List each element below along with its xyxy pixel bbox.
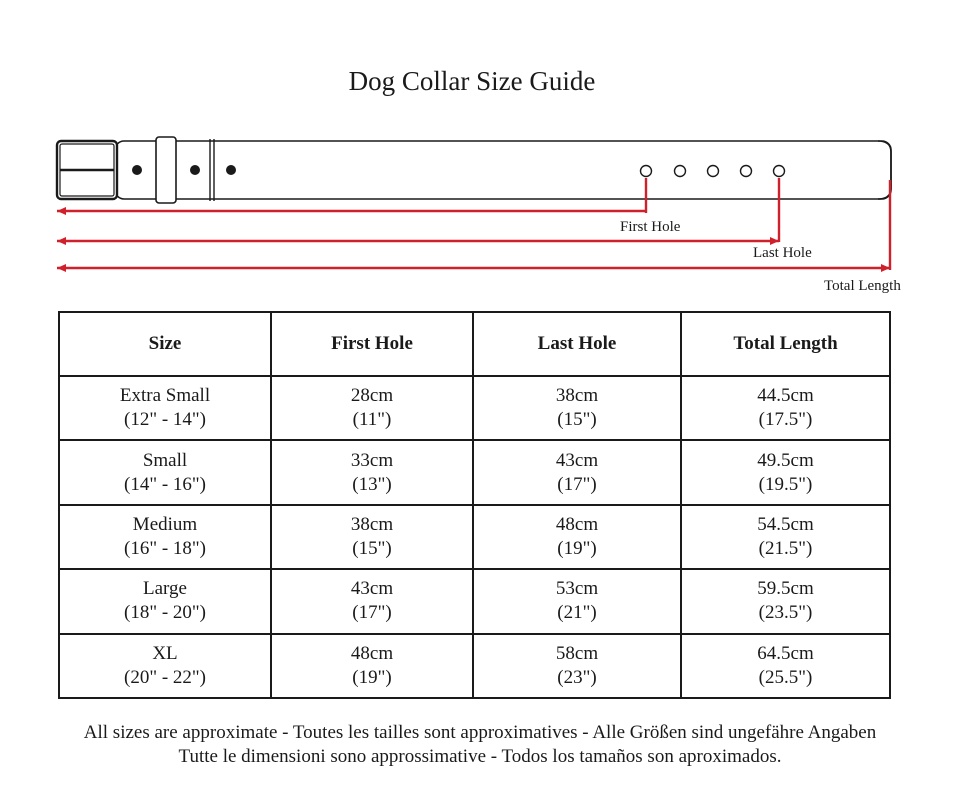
size-cell: Extra Small (12" - 14") (59, 376, 271, 440)
collar-hole (708, 166, 719, 177)
table-row (59, 634, 890, 698)
total-length-cell: 54.5cm (21.5") (681, 505, 890, 569)
size-cell: Medium (16" - 18") (59, 505, 271, 569)
collar-hole (641, 166, 652, 177)
size-cell: XL (20" - 22") (59, 634, 271, 698)
header-size: Size (59, 312, 271, 376)
table-row (59, 440, 890, 504)
table-header-row (59, 312, 890, 376)
collar-hole-filled (190, 165, 200, 175)
collar-diagram (0, 0, 960, 305)
collar-hole (741, 166, 752, 177)
first-hole-label: First Hole (620, 219, 681, 235)
header-last-hole: Last Hole (473, 312, 681, 376)
table-row (59, 505, 890, 569)
collar-hole (774, 166, 785, 177)
buckle-icon (57, 141, 117, 199)
last-hole-cell: 48cm (19") (473, 505, 681, 569)
disclaimer-line-1: All sizes are approximate - Toutes les tailles sont approximatives - Alle Größen sind ungefähre Angaben (83, 722, 877, 743)
last-hole-label: Last Hole (753, 245, 812, 261)
page-title: Dog Collar Size Guide (348, 66, 596, 96)
collar-hole (675, 166, 686, 177)
header-first-hole: First Hole (271, 312, 473, 376)
last-hole-cell: 38cm (15") (473, 376, 681, 440)
collar-hole-filled (226, 165, 236, 175)
last-hole-cell: 58cm (23") (473, 634, 681, 698)
total-length-cell: 64.5cm (25.5") (681, 634, 890, 698)
collar-hole-filled (132, 165, 142, 175)
size-cell: Large (18" - 20") (59, 569, 271, 633)
table-row (59, 376, 890, 440)
table-row (59, 569, 890, 633)
total-length-label: Total Length (824, 278, 901, 294)
header-total-length: Total Length (681, 312, 890, 376)
disclaimer-line-2: Tutte le dimensioni sono approssimative - Todos los tamaños son aproximados. (178, 746, 782, 767)
total-length-cell: 44.5cm (17.5") (681, 376, 890, 440)
first-hole-cell: 33cm (13") (271, 440, 473, 504)
size-table (58, 311, 891, 699)
last-hole-cell: 53cm (21") (473, 569, 681, 633)
size-cell: Small (14" - 16") (59, 440, 271, 504)
first-hole-cell: 28cm (11") (271, 376, 473, 440)
total-length-cell: 59.5cm (23.5") (681, 569, 890, 633)
last-hole-cell: 43cm (17") (473, 440, 681, 504)
first-hole-cell: 43cm (17") (271, 569, 473, 633)
first-hole-cell: 38cm (15") (271, 505, 473, 569)
total-length-cell: 49.5cm (19.5") (681, 440, 890, 504)
first-hole-cell: 48cm (19") (271, 634, 473, 698)
